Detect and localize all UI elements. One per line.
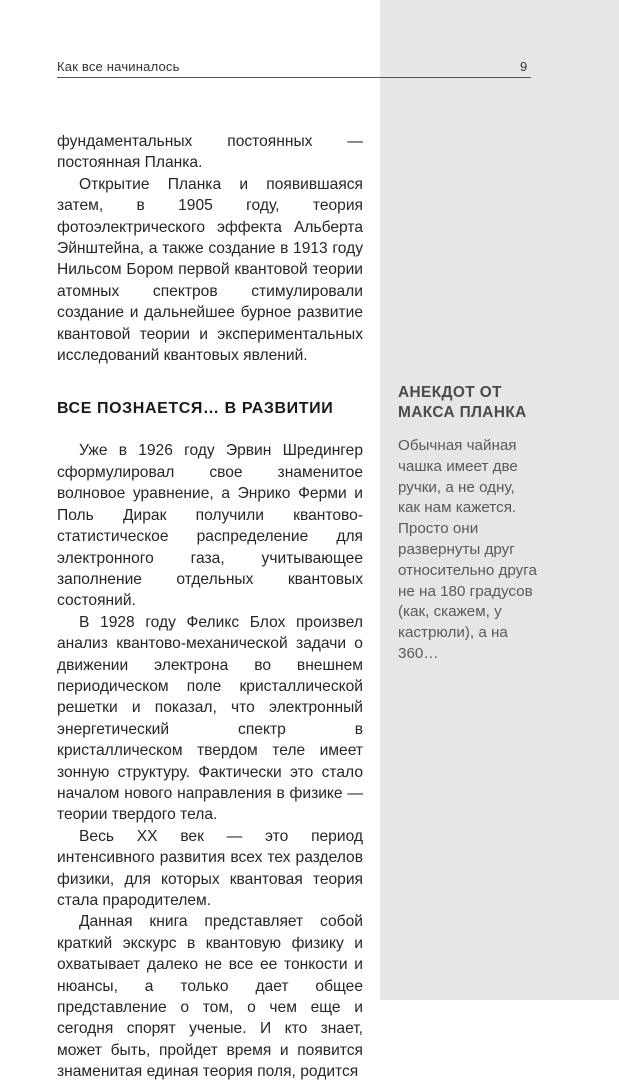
paragraph: Уже в 1926 году Эрвин Шредингер сформулировал свое знаменитое волновое уравнение, а Энрико Ферми и Поль Дирак получили квантово-статистическое распределение для электронного газа, учитывающее заполнение отдельных квантовых состояний. [57,442,363,610]
main-text-column [57,131,363,1083]
paragraph: Весь XX век — это период интенсивного развития всех тех разделов физики, для которых квантовая теория стала прародителем. [57,827,363,909]
section-heading: ВСЕ ПОЗНАЕТСЯ… В РАЗВИТИИ [57,400,334,418]
paragraph: Данная книга представляет собой краткий экскурс в квантовую физику и охватывает далеко не все ее тонкости и нюансы, а только дает общее представление о том, о чем еще и сегодня спорят ученые. И кто знает, может быть, пройдет время и появится знаменитая единая теория поля, родится [57,913,363,1081]
sidebar-anecdote [398,383,538,665]
sidebar-title: АНЕКДОТ ОТ МАКСА ПЛАНКА [398,384,527,421]
sidebar-text: Обычная чайная чашка имеет две ручки, а не одну, как нам кажется. Просто они развернуты друг относительно друга не на 180 градусов (как, скажем, у кастрюли), а на 360… [398,437,537,662]
paragraph-continuation: фундаментальных постоянных — постоянная Планка. [57,133,363,172]
page-number: 9 [520,59,528,74]
paragraph: В 1928 году Феликс Блох произвел анализ квантово-механической задачи о движении электрона во внешнем периодическом поле кристаллической решетки и показал, что электронный энергетический спектр в кристаллическом твердом теле имеет зонную структуру. Фактически это стало началом нового направления в физике — теории твердого тела. [57,613,363,824]
paragraph: Открытие Планка и появившаяся затем, в 1905 году, теория фотоэлектрического эффекта Альберта Эйнштейна, а также создание в 1913 году Нильсом Бором первой квантовой теории атомных спектров стимулировали создание и дальнейшее бурное развитие квантовой теории и экспериментальных исследований квантовых явлений. [57,175,363,365]
running-head-title: Как все начиналось [57,59,180,74]
header-rule [57,77,531,78]
